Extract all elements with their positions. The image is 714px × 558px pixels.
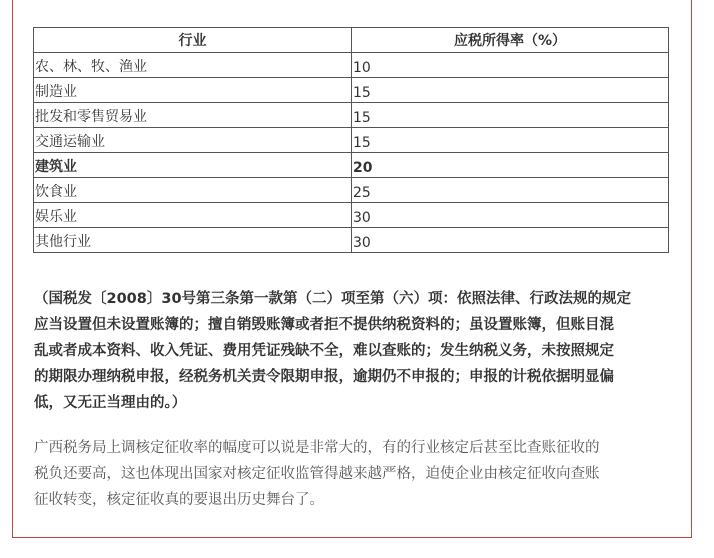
rate-cell: 15 xyxy=(352,78,669,103)
note-line: 乱或者成本资料、收入凭证、费用凭证残缺不全，难以查账的；发生纳税义务，未按照规定 xyxy=(34,343,614,359)
table-row xyxy=(34,228,669,253)
industry-cell: 饮食业 xyxy=(34,178,352,203)
table-row xyxy=(34,53,669,78)
tax-rate-table xyxy=(33,27,669,253)
rate-cell: 15 xyxy=(352,103,669,128)
note-line: （国税发〔2008〕30号第三条第一款第（二）项至第（六）项：依照法律、行政法规的规定 xyxy=(34,291,632,307)
rate-cell: 30 xyxy=(352,228,669,253)
industry-cell: 制造业 xyxy=(34,78,352,103)
para-line: 征收转变，核定征收真的要退出历史舞台了。 xyxy=(34,492,324,508)
table-row xyxy=(34,128,669,153)
note-line: 应当设置但未设置账簿的；擅自销毁账簿或者拒不提供纳税资料的；虽设置账簿，但账目混 xyxy=(34,317,614,333)
table-header-row xyxy=(34,28,669,53)
table-row xyxy=(34,153,669,178)
rate-cell: 30 xyxy=(352,203,669,228)
para-line: 广西税务局上调核定征收率的幅度可以说是非常大的，有的行业核定后甚至比查账征收的 xyxy=(34,440,600,456)
industry-cell: 其他行业 xyxy=(34,228,352,253)
industry-cell: 批发和零售贸易业 xyxy=(34,103,352,128)
industry-cell: 交通运输业 xyxy=(34,128,352,153)
header-industry: 行业 xyxy=(34,28,352,53)
rate-cell: 20 xyxy=(352,153,669,178)
rate-cell: 15 xyxy=(352,128,669,153)
industry-cell: 娱乐业 xyxy=(34,203,352,228)
rate-cell: 25 xyxy=(352,178,669,203)
table-row xyxy=(34,178,669,203)
para-line: 税负还要高，这也体现出国家对核定征收监管得越来越严格，迫使企业由核定征收向查账 xyxy=(34,466,600,482)
commentary-paragraph xyxy=(34,435,670,513)
rate-cell: 10 xyxy=(352,53,669,78)
industry-cell: 建筑业 xyxy=(34,153,352,178)
table-row xyxy=(34,78,669,103)
table-row xyxy=(34,203,669,228)
regulation-note xyxy=(34,286,670,416)
header-rate: 应税所得率（%） xyxy=(352,28,669,53)
table-row xyxy=(34,103,669,128)
note-line: 低，又无正当理由的。） xyxy=(34,395,187,411)
industry-cell: 农、林、牧、渔业 xyxy=(34,53,352,78)
note-line: 的期限办理纳税申报，经税务机关责令限期申报，逾期仍不申报的；申报的计税依据明显偏 xyxy=(34,369,614,385)
